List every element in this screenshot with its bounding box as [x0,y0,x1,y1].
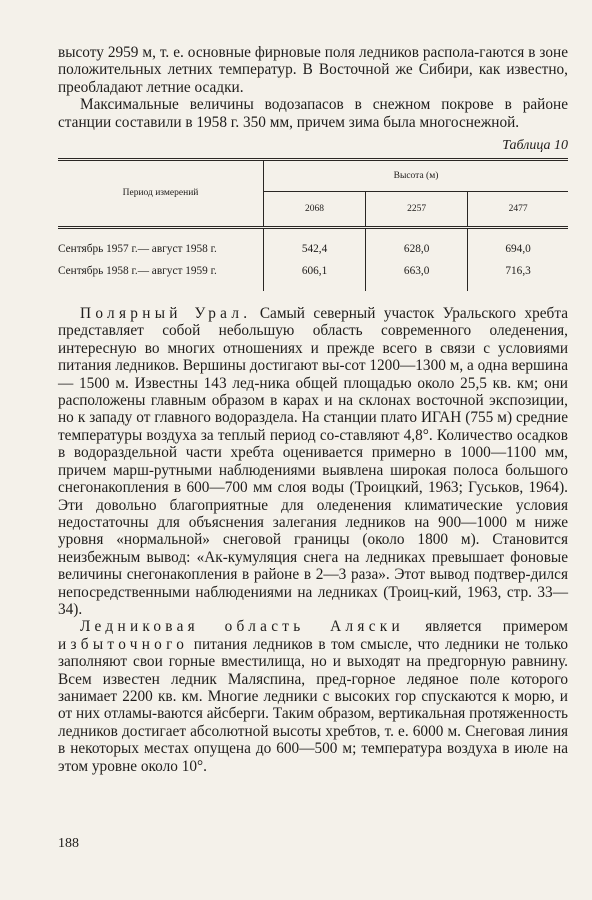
table-10 [58,158,568,291]
paragraph-polar-ural [58,305,568,618]
paragraph-snow-storage: Максимальные величины водозапасов в снежном покрове в районе станции составили в 1958 г. 350 мм, причем зима была многоснежной. [58,96,568,131]
spaced-emphasis: избыточного [58,635,189,653]
row-value: 663,0 [366,260,468,291]
page-body [58,44,568,775]
paragraph-continuation: высоту 2959 м, т. е. основные фирновые поля ледников распола-гаются в зоне положительных летних температур. В Восточной же Сибири, как известно, преобладают летние осадки. [58,44,568,96]
row-period: Сентябрь 1957 г.— август 1958 г. [58,228,264,261]
header-height-1: 2068 [264,192,366,228]
spaced-heading: Полярный Урал. [80,305,252,323]
row-value: 716,3 [505,264,531,277]
row-value: 628,0 [366,228,468,261]
paragraph-text: Самый северный участок Уральского хребта представляет собой небольшую область современного оледенения, интересную во многих отношениях и прежде всего в связи с условиями питания ледников. Вершины достигают вы-сот 1200—1300 м, а одна вершина — 1500 м. Известны 143 лед-ника общей площадью около 25,5 кв. км; они расположены главным образом в карах и на склонах восточной экспозиции, но к западу от главного водораздела. На станции плато ИГАН (755 м) средние температуры воздуха за теплый период со-ставляют 4,8°. Количество осадков в водораздельной части хребта оценивается примерно в 1000—1100 мм, причем марш-рутными наблюдениями выявлена широкая полоса большого снегонакопления в 600—700 мм слоя воды (Троицкий, 1963; Гуськов, 1964). Эти довольно благоприятные для оледенения климатические условия недостаточны для объяснения залегания ледников на 900—1000 м ниже уровня «нормальной» снеговой границы (около 1800 м). Становится неизбежным вывод: «Ак-кумуляция снега на ледниках превышает фоновые величины снегонакопления в районе в 2—3 раза». Этот вывод подтвер-дился непосредственными наблюдениями на ледниках (Троиц-кий, 1963, стр. 33—34). [58,305,568,618]
row-value: 606,1 [301,264,328,277]
page-number: 188 [58,836,79,851]
header-height-2: 2257 [366,192,468,228]
paragraph-text: питания ледников в том смысле, что ледники не только заполняют свои горные вместилища, но и выходят на предгорную равнину. Всем известен ледник Маляспина, пред-горное ледяное поле которого занимает 2200 кв. км. Многие ледники с высоких гор спускаются к морю, и от них отламы-ваются айсберги. Таким образом, вертикальная протяженность ледников достигает абсолютной высоты хребтов, т. е. 6000 м. Снеговая линия в некоторых местах опущена до 600—500 м; температура воздуха в июле на этом уровне около 10°. [58,635,568,775]
paragraph-text: является примером [403,618,568,636]
spaced-heading: Ледниковая область Аляски [80,618,404,636]
row-value: 694,0 [505,242,531,255]
row-value: 542,4 [301,242,328,255]
table-row [58,228,568,261]
row-period: Сентябрь 1958 г.— август 1959 г. [58,260,264,291]
header-height: Высота (м) [264,160,569,192]
table-row [58,260,568,291]
paragraph-alaska [58,618,568,775]
header-height-3: 2477 [468,192,568,228]
header-period: Период измерений [58,160,264,228]
table-caption: Таблица 10 [502,138,568,154]
